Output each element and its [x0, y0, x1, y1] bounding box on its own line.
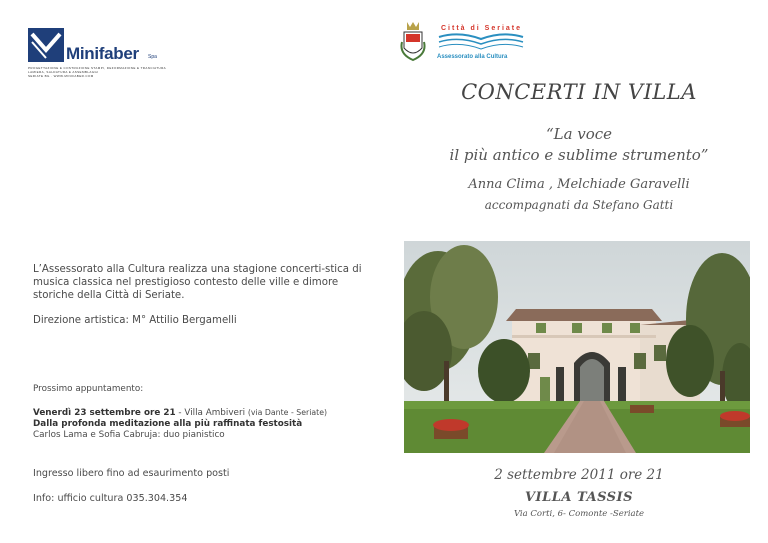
next-event-place: - Villa Ambiveri: [175, 408, 248, 418]
minifaber-name: Minifaber: [66, 44, 139, 63]
minifaber-logo: [28, 28, 178, 78]
concert-quote-line1: “La voce: [545, 125, 613, 143]
next-event-performers: Carlos Lama e Sofia Cabruja: duo pianistico: [33, 430, 225, 440]
artistic-direction: Direzione artistica: M° Attilio Bergamelli: [33, 315, 237, 326]
concert-accompanist: accompagnati da Stefano Gatti: [484, 198, 674, 212]
seriate-subtitle: Assessorato alla Cultura: [437, 54, 508, 60]
concert-series-title: CONCERTI IN VILLA: [461, 80, 697, 104]
free-entry-note: Ingresso libero fino ad esaurimento posti: [33, 468, 230, 479]
seriate-title: Città di Seriate: [441, 25, 523, 32]
concert-venue: VILLA TASSIS: [524, 490, 634, 505]
next-event-heading: Prossimo appuntamento:: [33, 384, 144, 394]
minifaber-website: SERIATE BG · WWW.MINIFABER.COM: [28, 74, 94, 78]
next-event-title: Dalla profonda meditazione alla più raffinata festosità: [33, 419, 303, 429]
villa-photo: [404, 241, 750, 453]
concert-date: 2 settembre 2011 ore 21: [494, 467, 664, 483]
minifaber-mark-icon: [28, 28, 64, 62]
minifaber-tagline-text: PROGETTAZIONE E COSTRUZIONE STAMPI, DEFORMAZIONE E TRANCIATURA LAMIERA, SALDATURA E ASSEMBLAGGI: [28, 66, 166, 74]
concert-address: Via Corti, 6- Comonte -Seriate: [513, 509, 645, 519]
next-event-date: Venerdì 23 settembre ore 21: [33, 408, 176, 418]
info-contact: Info: ufficio cultura 035.304.354: [33, 493, 188, 504]
minifaber-suffix: Spa: [148, 54, 157, 60]
next-event-place-detail: (via Dante - Seriate): [247, 408, 328, 417]
intro-paragraph: L’Assessorato alla Cultura realizza una stagione concerti-stica di musica classica nel prestigioso contesto delle ville e dimore storiche della Città di Seriate.: [33, 264, 362, 301]
minifaber-tagline: [28, 66, 168, 78]
concert-artists: Anna Clima , Melchiade Garavelli: [468, 177, 690, 192]
next-event-details: [33, 407, 393, 441]
seriate-bridge-icon: [437, 33, 525, 51]
concert-quote-line2: il più antico e sublime strumento”: [449, 146, 709, 164]
seriate-crest-icon: [399, 20, 427, 62]
